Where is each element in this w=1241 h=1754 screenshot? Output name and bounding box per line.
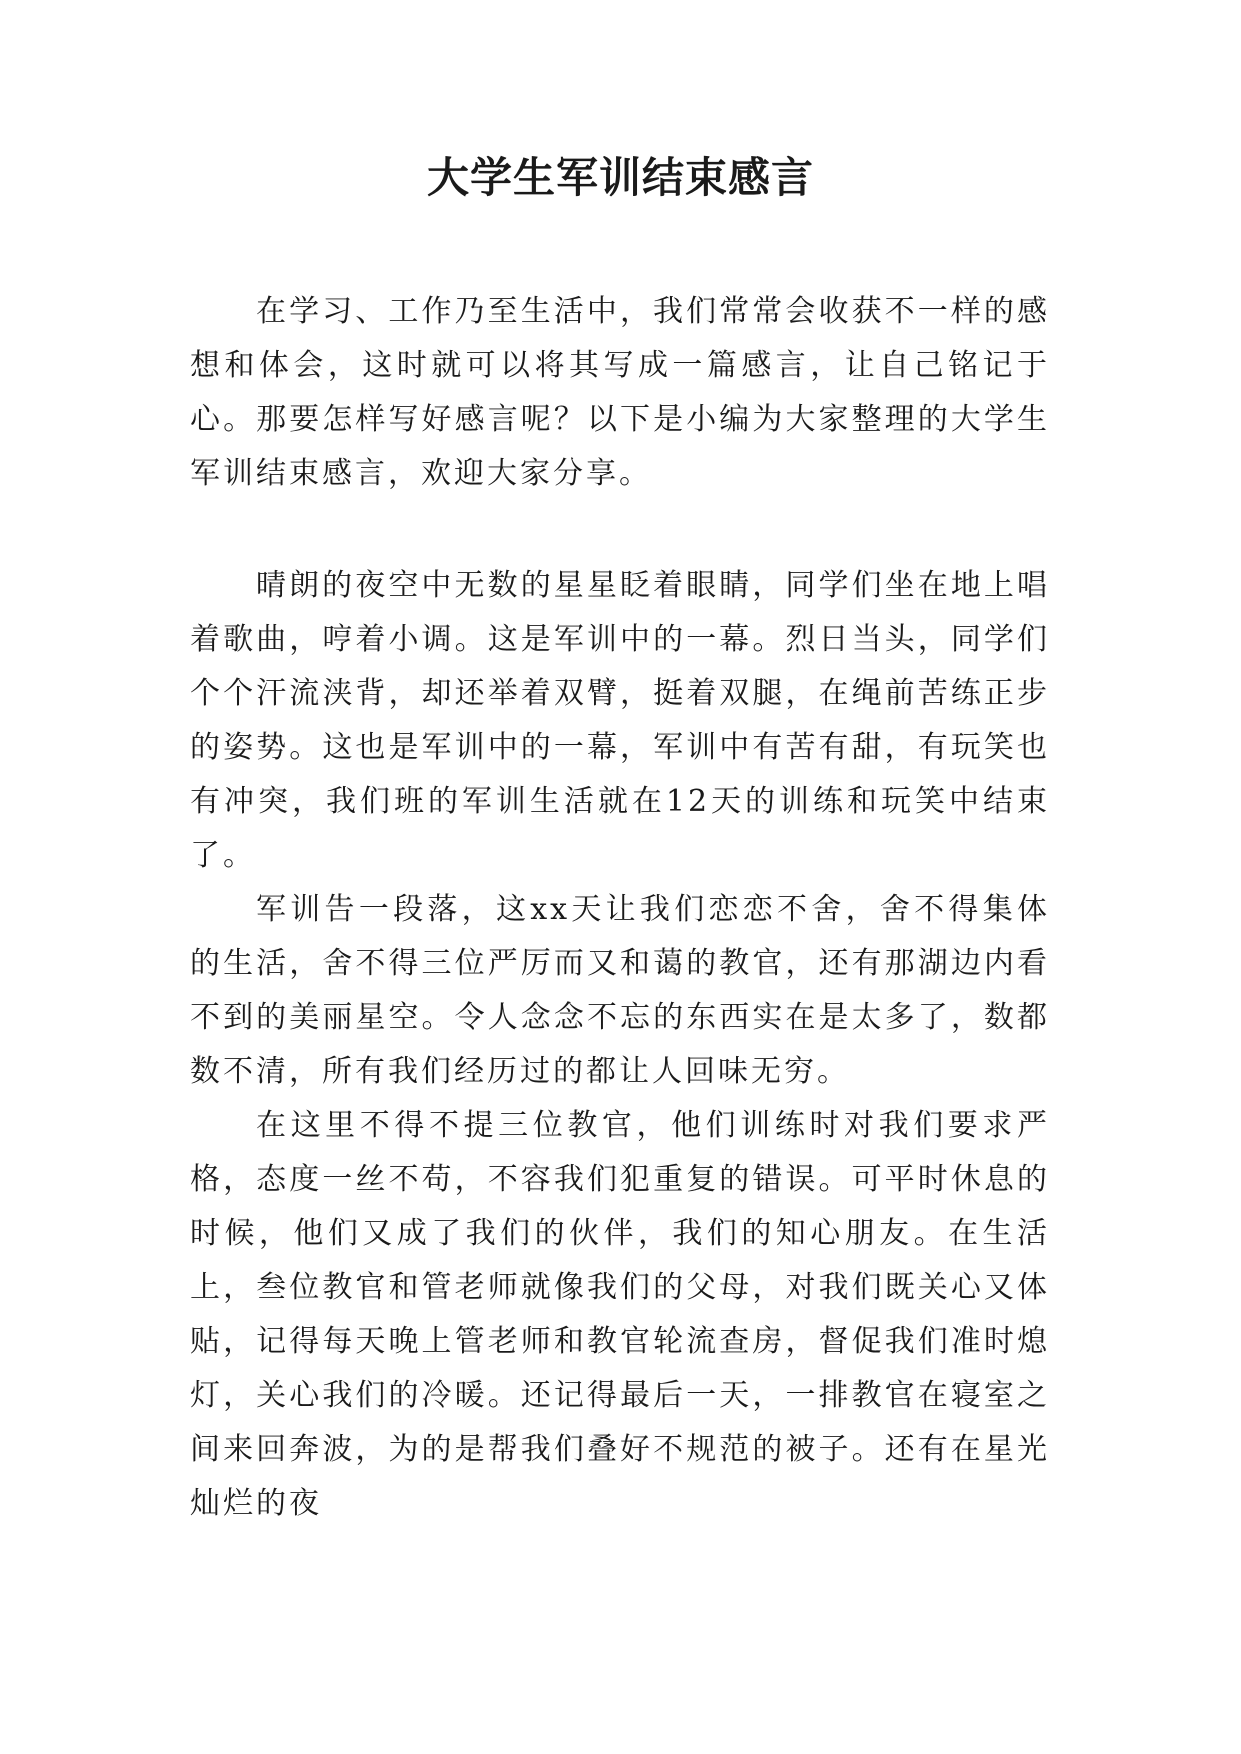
body-paragraph: 晴朗的夜空中无数的星星眨着眼睛，同学们坐在地上唱着歌曲，哼着小调。这是军训中的一幕。烈日当头，同学们个个汗流浃背，却还举着双臂，挺着双腿，在绳前苦练正步的姿势。这也是军训中的一幕，军训中有苦有甜，有玩笑也有冲突，我们班的军训生活就在12天的训练和玩笑中结束了。 <box>190 568 1050 873</box>
document-title: 大学生军训结束感言 <box>426 153 814 202</box>
body-paragraph: 军训告一段落，这xx天让我们恋恋不舍，舍不得集体的生活，舍不得三位严厉而又和蔼的教官，还有那湖边内看不到的美丽星空。令人念念不忘的东西实在是太多了，数都数不清，所有我们经历过的都让人回味无穷。 <box>190 892 1050 1089</box>
body-paragraph: 在这里不得不提三位教官，他们训练时对我们要求严格，态度一丝不苟，不容我们犯重复的错误。可平时休息的时候，他们又成了我们的伙伴，我们的知心朋友。在生活上，叁位教官和管老师就像我们的父母，对我们既关心又体贴，记得每天晚上管老师和教官轮流查房，督促我们准时熄灯，关心我们的冷暖。还记得最后一天，一排教官在寝室之间来回奔波，为的是帮我们叠好不规范的被子。还有在星光灿烂的夜 <box>190 1108 1050 1521</box>
document-body <box>190 285 1050 1531</box>
intro-paragraph: 在学习、工作乃至生活中，我们常常会收获不一样的感想和体会，这时就可以将其写成一篇感言，让自己铭记于心。那要怎样写好感言呢？以下是小编为大家整理的大学生军训结束感言，欢迎大家分享。 <box>190 294 1050 491</box>
